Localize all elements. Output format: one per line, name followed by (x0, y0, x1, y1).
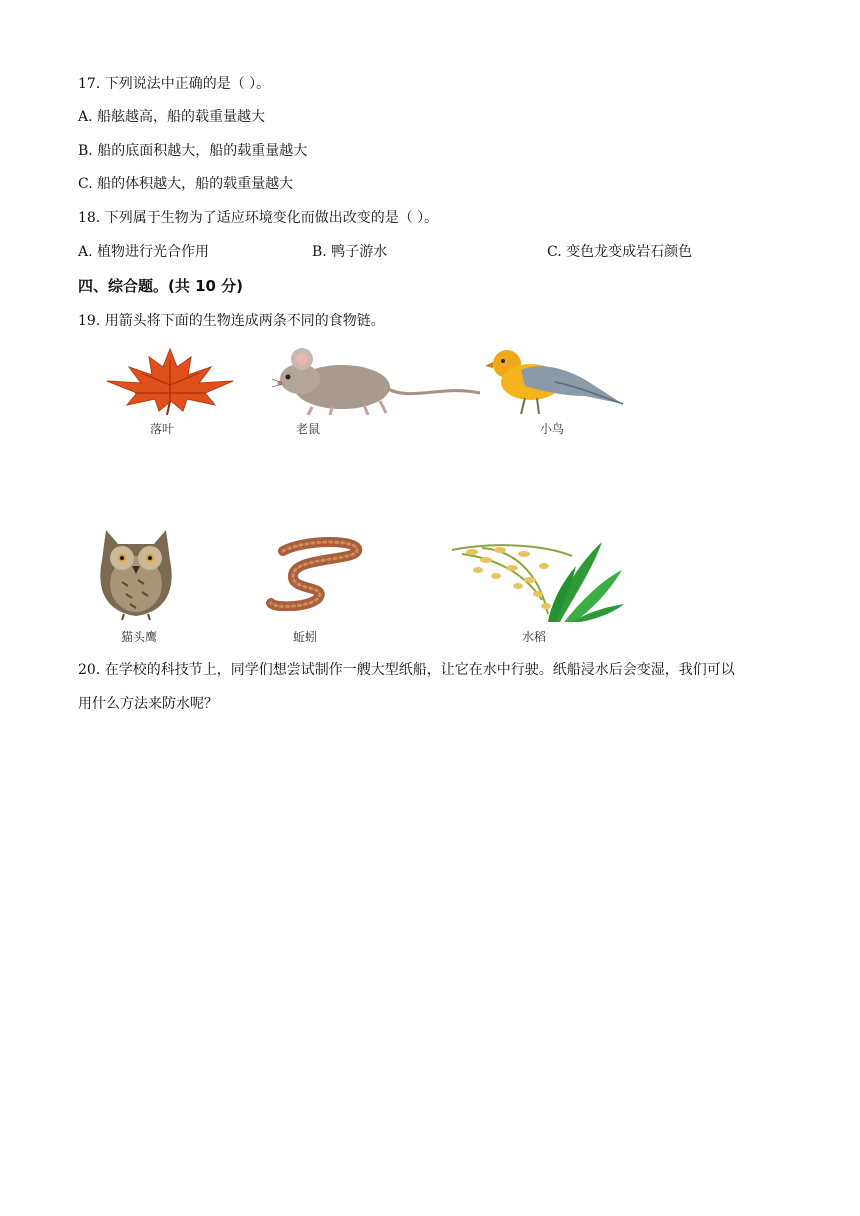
q19-stem: 19. 用箭头将下面的生物连成两条不同的食物链。 (78, 313, 385, 329)
organism-label-rice: 水稻 (521, 630, 546, 644)
owl-icon (86, 520, 186, 620)
rice-plant-figure (452, 540, 624, 622)
bird-icon (485, 346, 625, 416)
organism-label-mouse: 老鼠 (295, 422, 320, 436)
rice-plant-icon (452, 540, 624, 622)
q17-option-b: B. 船的底面积越大，船的载重量越大 (78, 143, 308, 159)
earthworm-icon (265, 535, 365, 611)
owl-figure (86, 520, 186, 620)
bird-figure (485, 346, 625, 416)
q20-line-1: 20. 在学校的科技节上，同学们想尝试制作一艘大型纸船，让它在水中行驶。纸船浸水后会变湿，我们可以 (78, 662, 735, 678)
q17-stem: 17. 下列说法中正确的是（ ）。 (78, 76, 271, 92)
q18-stem: 18. 下列属于生物为了适应环境变化而做出改变的是（ ）。 (78, 210, 439, 226)
organism-label-bird: 小鸟 (539, 422, 564, 436)
q20-line-2: 用什么方法来防水呢？ (78, 696, 218, 712)
q17-option-a: A. 船舷越高，船的载重量越大 (78, 109, 266, 125)
section-heading: 四、综合题。(共 10 分) (78, 277, 244, 295)
mouse-figure (272, 345, 482, 417)
maple-leaf-icon (95, 345, 245, 415)
q18-option-a: A. 植物进行光合作用 (78, 244, 210, 260)
organism-label-owl: 猫头鹰 (120, 630, 157, 644)
organism-label-fallen-leaf: 落叶 (149, 422, 174, 436)
fallen-leaf-figure (95, 345, 245, 415)
q17-option-c: C. 船的体积越大，船的载重量越大 (78, 176, 294, 192)
q18-option-c: C. 变色龙变成岩石颜色 (547, 244, 693, 260)
q18-option-b: B. 鸭子游水 (312, 244, 388, 260)
mouse-icon (272, 345, 482, 417)
earthworm-figure (265, 535, 365, 611)
organism-label-earthworm: 蚯蚓 (292, 630, 317, 644)
